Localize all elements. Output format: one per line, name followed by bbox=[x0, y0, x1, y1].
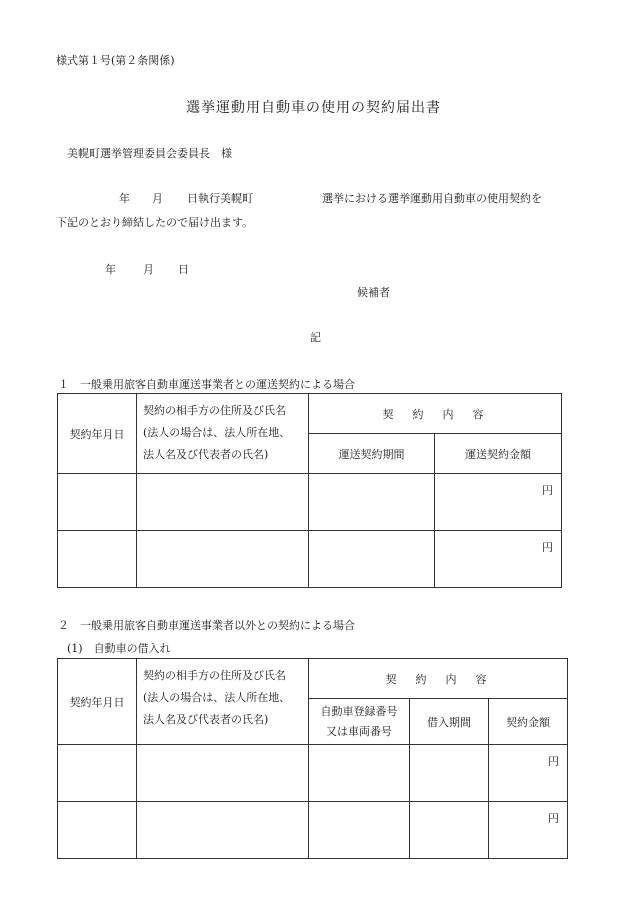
s2-r2-period[interactable] bbox=[410, 802, 489, 859]
s1-r1-date[interactable] bbox=[58, 474, 137, 531]
page-title: 選挙運動用自動車の使用の契約届出書 bbox=[186, 100, 441, 116]
intro-year: 年 bbox=[119, 192, 130, 205]
s1-r2-date[interactable] bbox=[58, 531, 137, 588]
date-month: 月 bbox=[143, 263, 154, 276]
intro-day-execution: 日執行美幌町 bbox=[187, 192, 253, 205]
s1-r1-period[interactable] bbox=[309, 474, 435, 531]
s1-r2-period[interactable] bbox=[309, 531, 435, 588]
s1-col-date: 契約年月日 bbox=[58, 394, 137, 474]
date-day: 日 bbox=[178, 263, 189, 276]
s1-r1-amount[interactable]: 円 bbox=[435, 474, 562, 531]
addressee: 美幌町選挙管理委員会委員長 様 bbox=[67, 147, 232, 160]
s2-col-period: 借入期間 bbox=[410, 699, 489, 745]
s2-r1-date[interactable] bbox=[58, 745, 137, 802]
s2-r1-amount[interactable]: 円 bbox=[489, 745, 568, 802]
section1-table bbox=[57, 393, 562, 588]
s2-col-registration: 自動車登録番号 又は車両番号 bbox=[309, 699, 410, 745]
s2-col-date: 契約年月日 bbox=[58, 659, 137, 745]
table-row bbox=[58, 802, 568, 859]
table-row bbox=[58, 745, 568, 802]
intro-election-text: 選挙における選挙運動用自動車の使用契約を bbox=[322, 192, 542, 205]
s2-r2-date[interactable] bbox=[58, 802, 137, 859]
s1-r2-amount[interactable]: 円 bbox=[435, 531, 562, 588]
s1-col-party: 契約の相手方の住所及び氏名 (法人の場合は、法人所在地、 法人名及び代表者の氏名) bbox=[137, 394, 309, 474]
s1-r2-party[interactable] bbox=[137, 531, 309, 588]
intro-line2: 下記のとおり締結したので届け出ます。 bbox=[56, 216, 254, 229]
s1-col-period: 運送契約期間 bbox=[309, 434, 435, 474]
s2-r2-registration[interactable] bbox=[309, 802, 410, 859]
intro-month: 月 bbox=[152, 192, 163, 205]
table-row bbox=[58, 474, 562, 531]
s2-r2-amount[interactable]: 円 bbox=[489, 802, 568, 859]
s2-r1-period[interactable] bbox=[410, 745, 489, 802]
section2-heading: ２ 一般乗用旅客自動車運送事業者以外との契約による場合 bbox=[58, 619, 355, 632]
s2-r1-registration[interactable] bbox=[309, 745, 410, 802]
s1-r1-party[interactable] bbox=[137, 474, 309, 531]
table-row bbox=[58, 531, 562, 588]
form-number: 様式第１号(第２条関係) bbox=[56, 54, 175, 67]
s1-col-amount: 運送契約金額 bbox=[435, 434, 562, 474]
s2-r2-party[interactable] bbox=[137, 802, 309, 859]
section1-heading: １ 一般乗用旅客自動車運送事業者との運送契約による場合 bbox=[58, 378, 355, 391]
s2-r1-party[interactable] bbox=[137, 745, 309, 802]
s2-col-amount: 契約金額 bbox=[489, 699, 568, 745]
s2-col-party: 契約の相手方の住所及び氏名 (法人の場合は、法人所在地、 法人名及び代表者の氏名) bbox=[137, 659, 309, 745]
date-year: 年 bbox=[105, 263, 116, 276]
ki-label: 記 bbox=[310, 331, 321, 344]
s1-col-contents: 契 約 内 容 bbox=[309, 394, 562, 434]
s2-col-contents: 契 約 内 容 bbox=[309, 659, 568, 699]
section2-table bbox=[57, 658, 568, 859]
section2-subheading: (1) 自動車の借入れ bbox=[67, 642, 171, 655]
candidate-label: 候補者 bbox=[357, 286, 390, 299]
